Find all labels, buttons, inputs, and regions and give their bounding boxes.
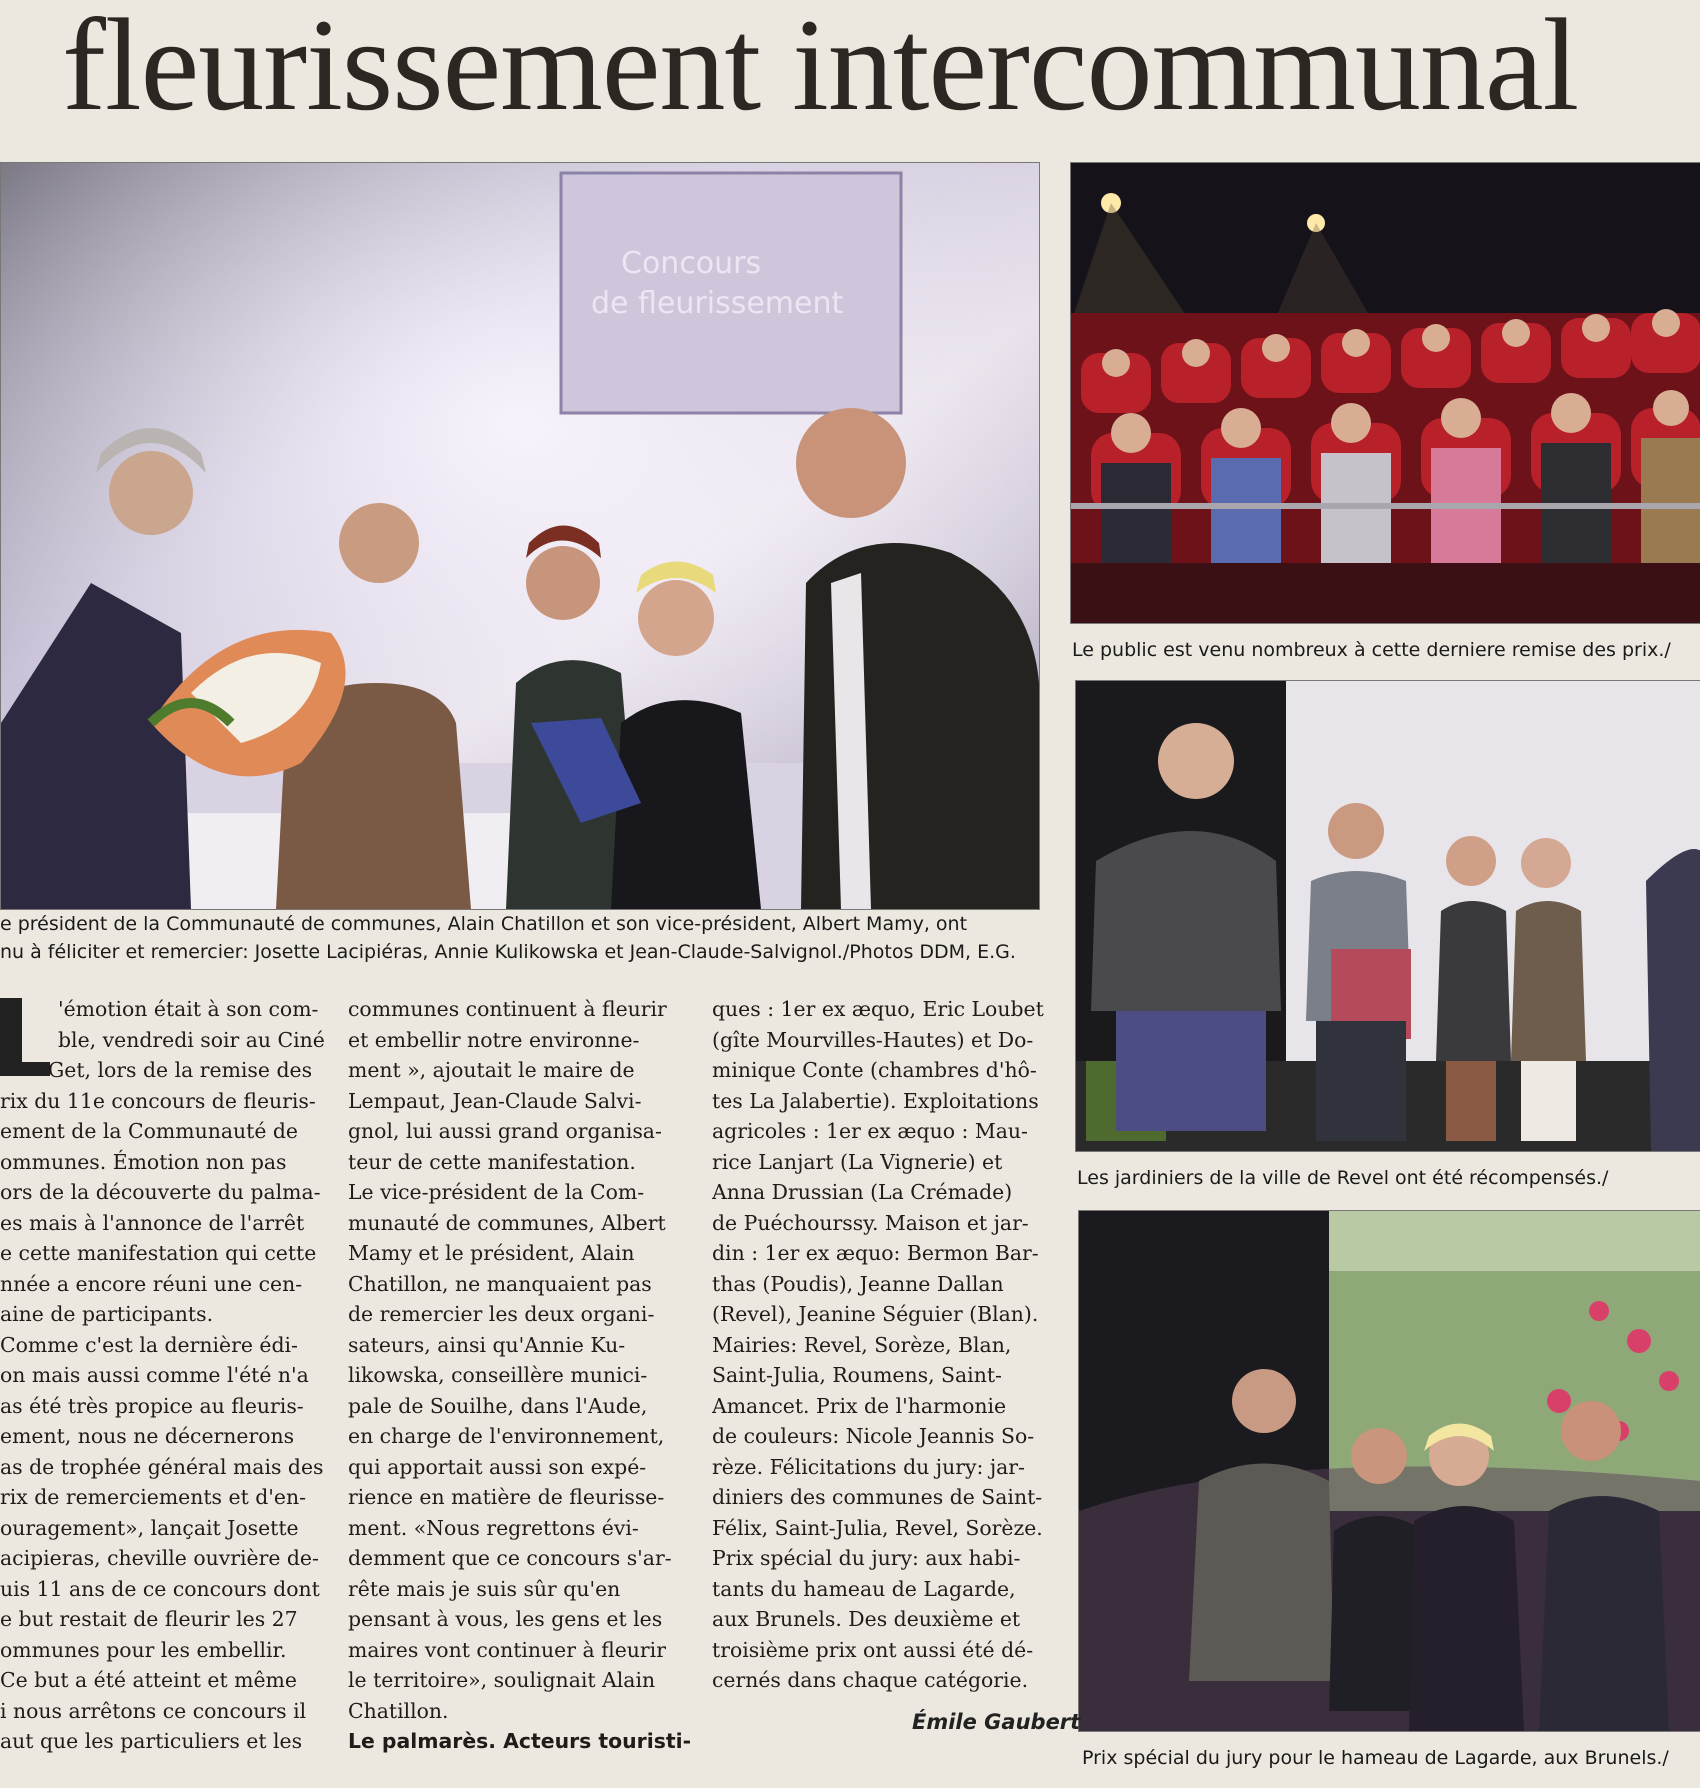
col1-line: nnée a encore réuni une cen- (0, 1271, 303, 1296)
col3-line: tes La Jalabertie). Exploitations (712, 1088, 1039, 1113)
col2-line: communes continuent à fleurir (348, 997, 667, 1021)
col2-line: qui apportait aussi son expé- (348, 1454, 647, 1479)
palmares-lead-tail: Acteurs touristi- (496, 1729, 692, 1753)
col1-line: aine de participants. (0, 1302, 214, 1326)
article-column-1 (0, 994, 330, 1757)
col2-line: Chatillon, ne manquaient pas (348, 1271, 652, 1296)
article-column-2 (348, 994, 693, 1757)
col3-line: aux Brunels. Des deuxième et (712, 1607, 1021, 1631)
col2-lead-line (348, 1726, 693, 1757)
audience-photo (1070, 162, 1700, 624)
col3-line: de Puéchourssy. Maison et jar- (712, 1210, 1029, 1235)
col3-line: (Revel), Jeanine Séguier (Blan). (712, 1302, 1039, 1326)
screen-title: Concours (621, 246, 762, 281)
col3-line: (gîte Mourvilles-Hautes) et Do- (712, 1027, 1034, 1052)
col3-line: Félix, Saint-Julia, Revel, Sorèze. (712, 1515, 1043, 1540)
col3-line: Anna Drussian (La Crémade) (712, 1180, 1013, 1204)
col3-line: din : 1er ex æquo: Bermon Bar- (712, 1241, 1039, 1265)
col2-line: Lempaut, Jean-Claude Salvi- (348, 1088, 642, 1113)
col1-line: ommunes pour les embellir. (0, 1637, 287, 1662)
col2-line: sateurs, ainsi qu'Annie Ku- (348, 1332, 626, 1357)
col3-line: minique Conte (chambres d'hô- (712, 1058, 1037, 1082)
col3-line: de couleurs: Nicole Jeannis So- (712, 1424, 1035, 1448)
col1-line: e but restait de fleurir les 27 (0, 1607, 298, 1631)
col1-line: es mais à l'annonce de l'arrêt (0, 1210, 305, 1235)
col1-line: ble, vendredi soir au Ciné (58, 1027, 325, 1052)
col1-line: ouragement», lançait Josette (0, 1515, 299, 1540)
gardeners-photo (1075, 680, 1700, 1152)
headline: fleurissement intercommunal (62, 0, 1579, 138)
col2-line: pensant à vous, les gens et les (348, 1607, 663, 1631)
col2-line: pale de Souilhe, dans l'Aude, (348, 1393, 648, 1418)
col3-line: agricoles : 1er ex æquo : Mau- (712, 1119, 1028, 1143)
col1-line: ommunes. Émotion non pas (0, 1149, 287, 1174)
col3-line: Saint-Julia, Roumens, Saint- (712, 1363, 1002, 1387)
col1-line: rix du 11e concours de fleuris- (0, 1088, 316, 1113)
col2-line: ment. «Nous regrettons évi- (348, 1515, 639, 1540)
col1-line: aut que les particuliers et les (0, 1729, 303, 1753)
col2-line: munauté de communes, Albert (348, 1210, 666, 1235)
col1-line: ement de la Communauté de (0, 1119, 299, 1143)
col1-line: Ce but a été atteint et même (0, 1668, 297, 1692)
col2-line: rête mais je suis sûr qu'en (348, 1576, 621, 1601)
col2-line: ment », ajoutait le maire de (348, 1058, 635, 1082)
article-column-3 (712, 994, 1052, 1696)
col3-line: Mairies: Revel, Sorèze, Blan, (712, 1332, 1012, 1357)
col1-line: ors de la découverte du palma- (0, 1180, 321, 1204)
col2-line: Le vice-président de la Com- (348, 1180, 645, 1204)
col3-line: rice Lanjart (La Vignerie) et (712, 1149, 1003, 1174)
main-photo-caption-line1: e président de la Communauté de communes, Alain Chatillon et son vice-président, Albert Mamy, ont (0, 913, 968, 935)
main-photo-caption-line2: nu à féliciter et remercier: Josette Lacipiéras, Annie Kulikowska et Jean-Claude-Salvignol./Photos DDM, E.G. (0, 941, 1016, 963)
col3-line: Prix spécial du jury: aux habi- (712, 1546, 1021, 1570)
col2-line: Chatillon. (348, 1698, 449, 1723)
col3-line: thas (Poudis), Jeanne Dallan (712, 1271, 1004, 1296)
col2-line: en charge de l'environnement, (348, 1424, 665, 1448)
col2-line: likowska, conseillère munici- (348, 1363, 648, 1387)
palmares-lead: Le palmarès. (348, 1729, 497, 1753)
col3-line: diniers des communes de Saint- (712, 1485, 1043, 1509)
col1-line: acipieras, cheville ouvrière de- (0, 1546, 319, 1570)
col3-line: ques : 1er ex æquo, Eric Loubet (712, 997, 1044, 1021)
col3-line: troisième prix ont aussi été dé- (712, 1637, 1034, 1662)
col3-line: cernés dans chaque catégorie. (712, 1668, 1029, 1692)
col2-line: gnol, lui aussi grand organisa- (348, 1119, 662, 1143)
col3-line: Amancet. Prix de l'harmonie (712, 1393, 1007, 1418)
col3-line: tants du hameau de Lagarde, (712, 1576, 1016, 1601)
col2-line: demment que ce concours s'ar- (348, 1546, 672, 1570)
col2-line: le territoire», soulignait Alain (348, 1668, 656, 1692)
col1-line: as de trophée général mais des (0, 1454, 324, 1479)
col3-line: rèze. Félicitations du jury: jar- (712, 1454, 1025, 1479)
col1-line: rix de remerciements et d'en- (0, 1485, 306, 1509)
main-photo-award-ceremony (0, 162, 1040, 910)
col2-line: teur de cette manifestation. (348, 1149, 636, 1174)
col2-line: rience en matière de fleurisse- (348, 1485, 665, 1509)
col1-line: i nous arrêtons ce concours il (0, 1698, 307, 1723)
gardeners-photo-caption: Les jardiniers de la ville de Revel ont été récompensés./ (1077, 1167, 1609, 1189)
col2-line: de remercier les deux organi- (348, 1302, 655, 1326)
lagarde-prize-photo (1078, 1210, 1700, 1732)
col2-line: maires vont continuer à fleurir (348, 1637, 666, 1662)
lagarde-photo-caption: Prix spécial du jury pour le hameau de Lagarde, aux Brunels./ (1082, 1747, 1669, 1769)
author-byline: Émile Gaubert (912, 1710, 1081, 1734)
col2-line: et embellir notre environne- (348, 1027, 640, 1052)
col1-line: e cette manifestation qui cette (0, 1241, 317, 1265)
col1-line: 'émotion était à son com- (58, 997, 319, 1021)
col1-line: uis 11 ans de ce concours dont (0, 1576, 320, 1601)
col1-line: Comme c'est la dernière édi- (0, 1332, 298, 1357)
col1-line: Get, lors de la remise des (48, 1058, 313, 1082)
audience-photo-caption: Le public est venu nombreux à cette derniere remise des prix./ (1072, 639, 1671, 661)
col1-line: on mais aussi comme l'été n'a (0, 1363, 309, 1387)
col2-line: Mamy et le président, Alain (348, 1241, 635, 1265)
screen-subtitle: de fleurissement (591, 286, 844, 321)
col1-line: ement, nous ne décernerons (0, 1424, 295, 1448)
col1-line: as été très propice au fleuris- (0, 1393, 304, 1418)
